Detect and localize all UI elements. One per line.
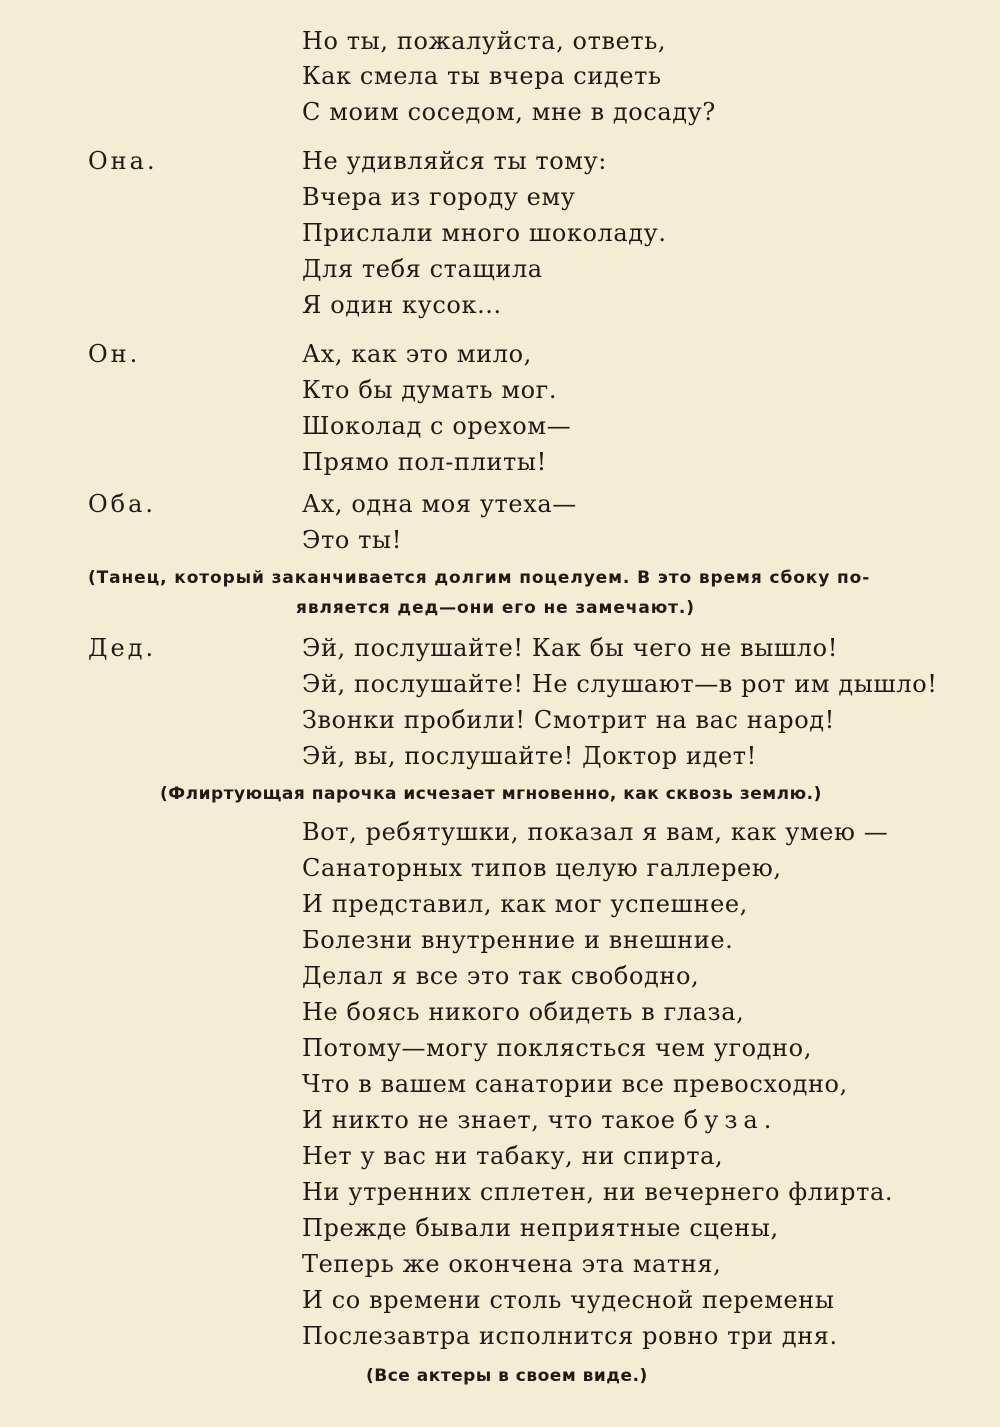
verse-line: Санаторных типов целую галлерею, xyxy=(302,854,782,882)
stage-direction: (Все актеры в своем виде.) xyxy=(366,1366,648,1386)
verse-line: Прямо пол-плиты! xyxy=(302,448,547,476)
verse-line: Ах, как это мило, xyxy=(302,340,532,368)
verse-line: Что в вашем санатории все превосходно, xyxy=(302,1070,848,1098)
verse-line: Кто бы думать мог. xyxy=(302,376,558,404)
speaker-label: Он. xyxy=(88,340,141,368)
verse-line: Вчера из городу ему xyxy=(302,183,576,211)
stage-direction: (Танец, который заканчивается долгим поцелуем. В это время сбоку по- xyxy=(88,568,871,588)
verse-line: Эй, послушайте! Не слушают—в рот им дышло! xyxy=(302,670,938,698)
verse-line: Для тебя стащила xyxy=(302,255,543,283)
verse-line: Потому—могу поклясться чем угодно, xyxy=(302,1034,812,1062)
verse-line: Послезавтра исполнится ровно три дня. xyxy=(302,1322,838,1350)
verse-line: Прежде бывали неприятные сцены, xyxy=(302,1214,779,1242)
verse-line: Не удивляйся ты тому: xyxy=(302,147,607,175)
stage-direction: (Флиртующая парочка исчезает мгновенно, как сквозь землю.) xyxy=(160,784,822,804)
verse-line: И со времени столь чудесной перемены xyxy=(302,1286,835,1314)
verse-line: Как смела ты вчера сидеть xyxy=(302,62,662,90)
verse-line: Делал я все это так свободно, xyxy=(302,962,700,990)
verse-line: Эй, послушайте! Как бы чего не вышло! xyxy=(302,634,838,662)
speaker-label: Она. xyxy=(88,147,158,175)
verse-line: Я один кусок... xyxy=(302,291,502,319)
verse-line: Прислали много шоколаду. xyxy=(302,219,667,247)
speaker-label: Дед. xyxy=(88,634,157,662)
verse-line: Это ты! xyxy=(302,526,402,554)
verse-line-text: И никто не знает, что такое xyxy=(302,1106,684,1134)
verse-line: И представил, как мог успешнее, xyxy=(302,890,748,918)
speaker-label: Оба. xyxy=(88,490,157,518)
verse-line: Эй, вы, послушайте! Доктор идет! xyxy=(302,742,757,770)
verse-line: Шоколад с орехом— xyxy=(302,412,572,440)
stage-direction: является дед—они его не замечают.) xyxy=(296,598,695,618)
verse-line: Но ты, пожалуйста, ответь, xyxy=(302,27,667,55)
verse-line: Вот, ребятушки, показал я вам, как умею — xyxy=(302,818,889,846)
verse-line: Не боясь никого обидеть в глаза, xyxy=(302,998,745,1026)
verse-line xyxy=(302,1105,777,1135)
verse-line: Болезни внутренние и внешние. xyxy=(302,926,734,954)
verse-line: Ни утренних сплетен, ни вечернего флирта. xyxy=(302,1178,894,1206)
emphasized-word: буза. xyxy=(683,1106,778,1134)
verse-line: Теперь же окончена эта матня, xyxy=(302,1250,722,1278)
verse-line: Нет у вас ни табаку, ни спирта, xyxy=(302,1142,724,1170)
verse-line: С моим соседом, мне в досаду? xyxy=(302,98,716,126)
verse-line: Звонки пробили! Смотрит на вас народ! xyxy=(302,706,835,734)
verse-line: Ах, одна моя утеха— xyxy=(302,490,577,518)
